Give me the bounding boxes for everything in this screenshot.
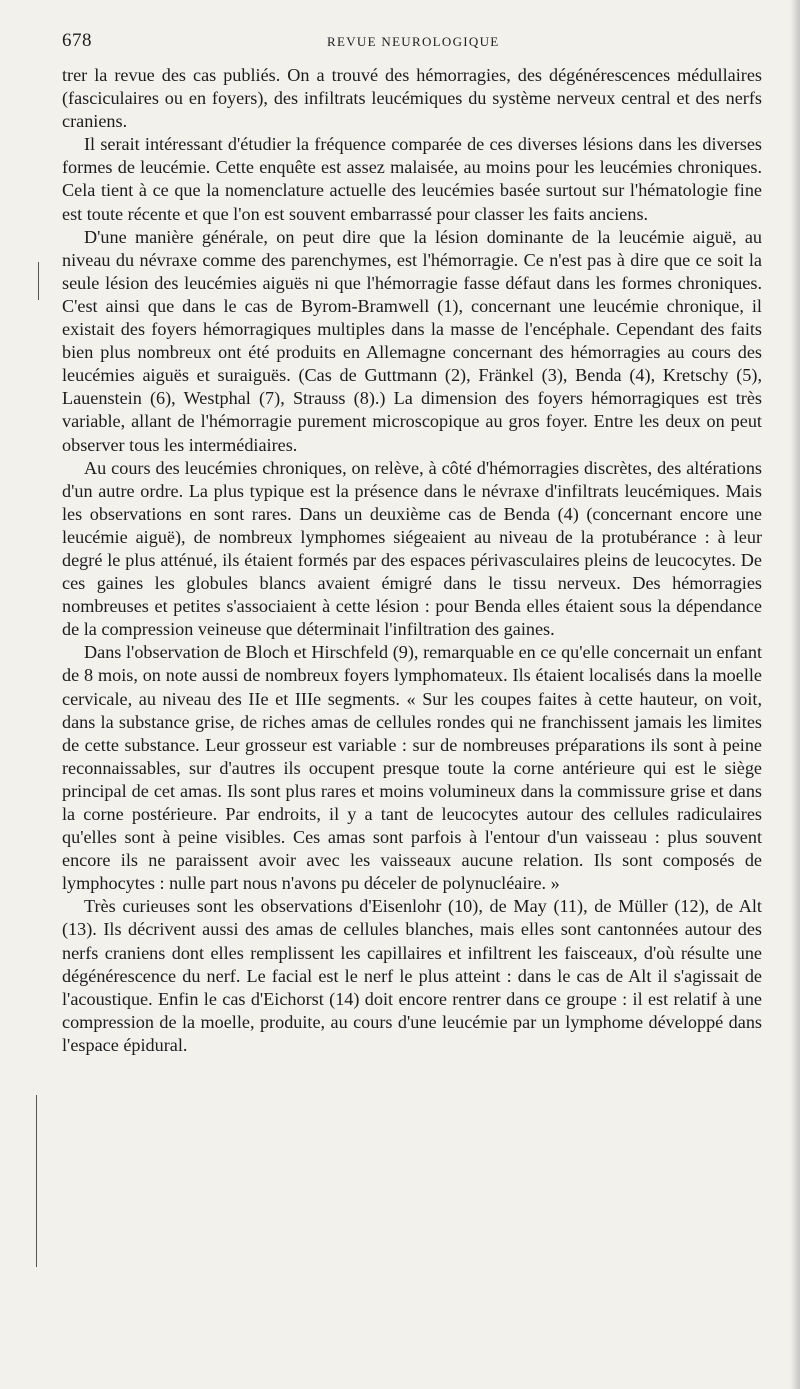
paragraph-6: Très curieuses sont les observations d'Eisenlohr (10), de May (11), de Müller (12), de Alt (13). Ils décrivent aussi des amas de cellules blanches, mais elles sont cantonnées autour des nerfs craniens dont elles remplissent les capillaires et infiltrent les faisceaux, d'où résulte une dégénérescence du nerf. Le facial est le nerf le plus atteint : dans le cas de Alt il s'agissait de l'acoustique. Enfin le cas d'Eichorst (14) doit encore rentrer dans ce groupe : il est relatif à une compression de la moelle, produite, au cours d'une leucémie par un lymphome développé dans l'espace épidural. <box>62 896 762 1055</box>
page-header <box>62 30 762 54</box>
paragraph-1: trer la revue des cas publiés. On a trouvé des hémorragies, des dégénérescences médullaires (fasciculaires ou en foyers), des infiltrats leucémiques du système nerveux central et des nerfs craniens. <box>62 65 762 132</box>
paragraph-2: Il serait intéressant d'étudier la fréquence comparée de ces diverses lésions dans les diverses formes de leucémie. Cette enquête est assez malaisée, au moins pour les leucémies chroniques. Cela tient à ce que la nomenclature actuelle des leucémies basée surtout sur l'hématologie fine est toute récente et que l'on est souvent embarrassé pour classer les faits anciens. <box>62 134 762 224</box>
margin-mark-left-2 <box>36 1095 37 1267</box>
page-edge-shadow <box>790 0 800 1389</box>
article-body <box>62 64 762 1057</box>
running-head: REVUE NEUROLOGIQUE <box>327 34 500 49</box>
page-number: 678 <box>62 30 92 51</box>
paragraph-5: Dans l'observation de Bloch et Hirschfeld (9), remarquable en ce qu'elle concernait un enfant de 8 mois, on note aussi de nombreux foyers lymphomateux. Ils étaient localisés dans la moelle cervicale, au niveau des IIe et IIIe segments. « Sur les coupes faites à cette hauteur, on voit, dans la substance grise, de riches amas de cellules rondes qui ne franchissent jamais les limites de cette substance. Leur grosseur est variable : sur de nombreuses préparations ils sont à peine reconnaissables, sur d'autres ils occupent presque toute la corne antérieure qui est le siège principal de cet amas. Ils sont plus rares et moins volumineux dans la commissure grise et dans la corne postérieure. Par endroits, il y a tant de leucocytes autour des cellules radiculaires qu'elles sont à peine visibles. Ces amas sont parfois à l'entour d'un vaisseau : plus souvent encore ils ne paraissent avoir avec les vaisseaux aucune relation. Ils sont composés de lymphocytes : nulle part nous n'avons pu déceler de polynucléaire. » <box>62 642 762 894</box>
margin-mark-left-1 <box>38 262 39 300</box>
paragraph-3: D'une manière générale, on peut dire que la lésion dominante de la leucémie aiguë, au niveau du névraxe comme des parenchymes, est l'hémorragie. Ce n'est pas à dire que ce soit la seule lésion des leucémies aiguës ni que l'hémorragie fasse défaut dans les formes chroniques. C'est ainsi que dans le cas de Byrom-Bramwell (1), concernant une leucémie chronique, il existait des foyers hémorragiques multiples dans la masse de l'encéphale. Cependant des faits bien plus nombreux ont été produits en Allemagne concernant des hémorragies au cours des leucémies aiguës et suraiguës. (Cas de Guttmann (2), Fränkel (3), Benda (4), Kretschy (5), Lauenstein (6), Westphal (7), Strauss (8).) La dimension des foyers hémorragiques est très variable, allant de l'hémorragie purement microscopique au gros foyer. Entre les deux on peut observer tous les intermédiaires. <box>62 226 762 455</box>
paragraph-4: Au cours des leucémies chroniques, on relève, à côté d'hémorragies discrètes, des altérations d'un autre ordre. La plus typique est la présence dans le névraxe d'infiltrats leucémiques. Mais les observations en sont rares. Dans un deuxième cas de Benda (4) (concernant encore une leucémie aiguë), de nombreux lymphomes siégeaient au niveau de la protubérance : à leur degré le plus atténué, ils étaient formés par des espaces périvasculaires pleins de leucocytes. De ces gaines les globules blancs avaient émigré dans le tissu nerveux. Des hémorragies nombreuses et petites s'associaient à cette lésion : pour Benda elles étaient sous la dépendance de la compression veineuse que déterminait l'infiltration des gaines. <box>62 457 762 640</box>
